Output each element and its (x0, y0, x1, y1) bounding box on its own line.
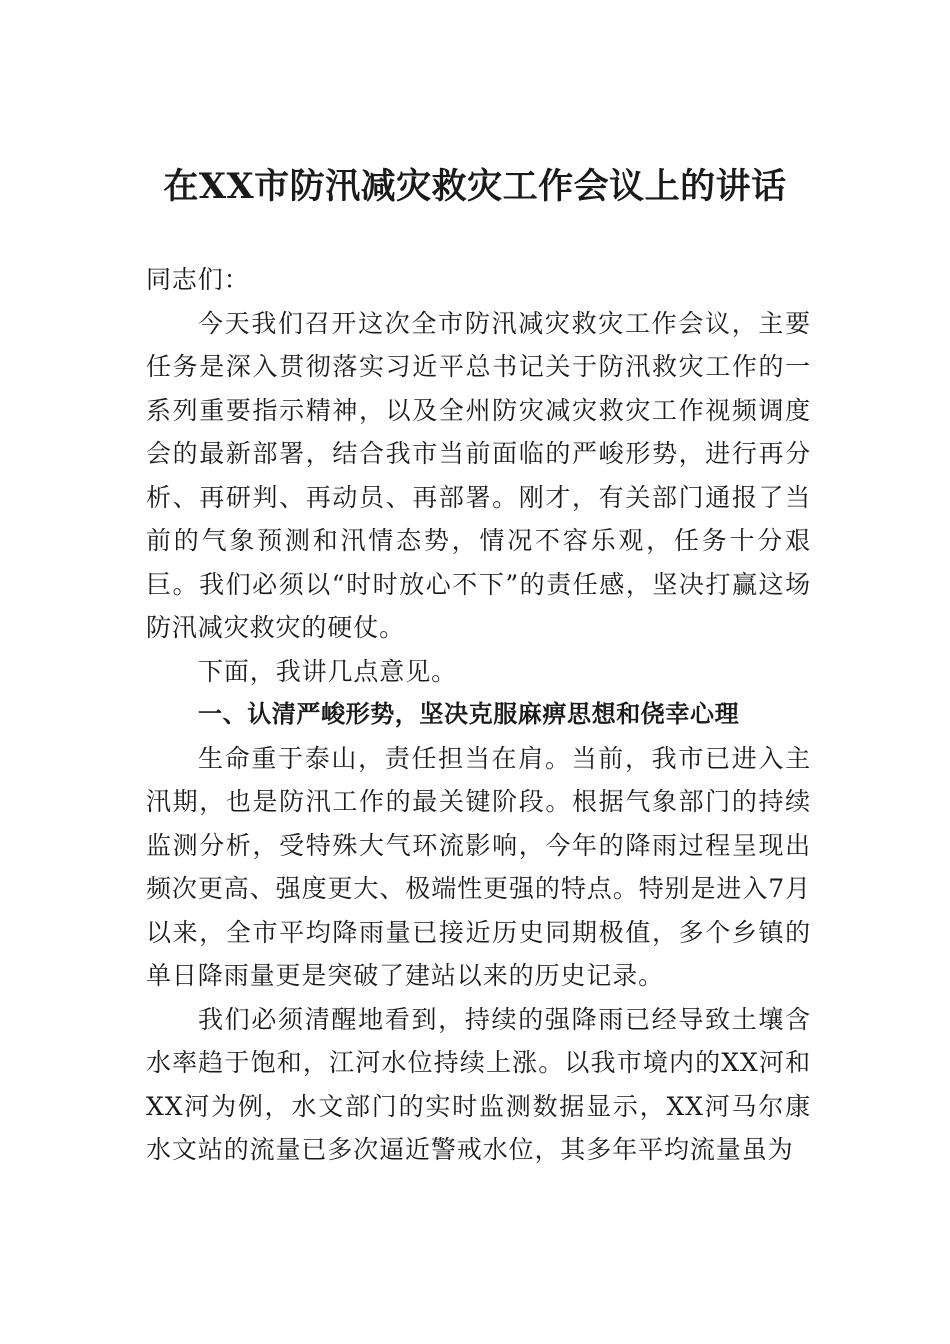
document-title: 在XX市防汛减灾救灾工作会议上的讲话 (163, 166, 787, 207)
paragraph-opening: 今天我们召开这次全市防汛减灾救灾工作会议，主要任务是深入贯彻落实习近平总书记关于防汛救灾工作的一系列重要指示精神，以及全州防灾减灾救灾工作视频调度会的最新部署，结合我市当前面临的严峻形势，进行再分析、再研判、再动员、再部署。刚才，有关部门通报了当前的气象预测和汛情态势，情况不容乐观，任务十分艰巨。我们必须以“时时放心不下”的责任感，坚决打赢这场防汛减灾救灾的硬仗。 (146, 308, 811, 642)
salutation: 同志们： (146, 265, 250, 294)
section-heading-1: 一、认清严峻形势，坚决克服麻痹思想和侥幸心理 (198, 700, 740, 728)
document-body (146, 258, 811, 1172)
paragraph-transition: 下面，我讲几点意见。 (198, 656, 458, 686)
paragraph-water-levels: 我们必须清醒地看到，持续的强降雨已经导致土壤含水率趋于饱和，江河水位持续上涨。以我市境内的XX河和XX河为例，水文部门的实时监测数据显示，XX河马尔康水文站的流量已多次逼近警戒水位，其多年平均流量虽为 (146, 1004, 811, 1164)
paragraph-situation: 生命重于泰山，责任担当在肩。当前，我市已进入主汛期，也是防汛工作的最关键阶段。根据气象部门的持续监测分析，受特殊大气环流影响，今年的降雨过程呈现出频次更高、强度更大、极端性更强的特点。特别是进入7月以来，全市平均降雨量已接近历史同期极值，多个乡镇的单日降雨量更是突破了建站以来的历史记录。 (146, 743, 811, 990)
